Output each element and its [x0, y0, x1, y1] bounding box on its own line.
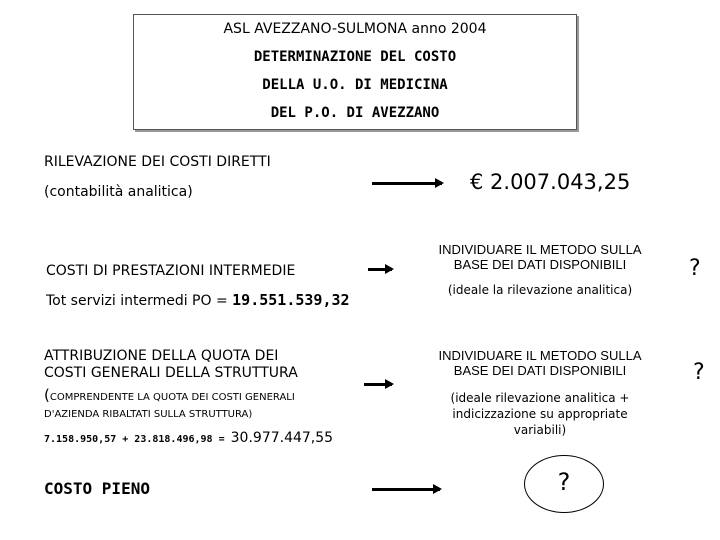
intermediate-method-line-1: INDIVIDUARE IL METODO SULLA — [438, 242, 642, 257]
header-line-3: DELLA U.O. DI MEDICINA — [262, 77, 448, 93]
arrow-direct-costs — [372, 182, 442, 185]
intermediate-question-mark: ? — [689, 256, 701, 281]
intermediate-title: COSTI DI PRESTAZIONI INTERMEDIE — [46, 263, 296, 279]
direct-costs-amount: € 2.007.043,25 — [470, 170, 631, 194]
general-formula-expression: 7.158.950,57 + 23.818.496,98 = — [44, 434, 231, 445]
full-cost-label: COSTO PIENO — [44, 479, 150, 498]
intermediate-total — [46, 291, 350, 309]
general-note-ideal — [410, 390, 670, 438]
full-cost-question-mark: ? — [557, 468, 571, 496]
general-note-line-3: variabili) — [513, 423, 567, 437]
general-title-line-2: COSTI GENERALI DELLA STRUTTURA — [44, 365, 298, 381]
general-note — [44, 386, 295, 423]
general-note-line-2: indicizzazione su appropriate — [452, 407, 628, 421]
general-method-line-1: INDIVIDUARE IL METODO SULLA — [438, 348, 642, 363]
arrow-full-cost — [372, 488, 440, 491]
intermediate-note: (ideale la rilevazione analitica) — [447, 283, 633, 297]
intermediate-method — [410, 242, 670, 272]
header-box — [133, 14, 577, 130]
general-question-mark: ? — [693, 360, 705, 385]
general-method-line-2: BASE DEI DATI DISPONIBILI — [453, 363, 627, 378]
direct-costs-subtitle: (contabilità analitica) — [44, 184, 193, 200]
general-title-line-1: ATTRIBUZIONE DELLA QUOTA DEI — [44, 348, 279, 364]
general-paren-open: ( — [44, 386, 50, 404]
general-method — [410, 348, 670, 378]
intermediate-total-value: 19.551.539,32 — [232, 291, 350, 309]
arrow-intermediate — [368, 268, 392, 271]
header-line-1: ASL AVEZZANO-SULMONA anno 2004 — [223, 21, 487, 37]
intermediate-method-line-2: BASE DEI DATI DISPONIBILI — [453, 257, 627, 272]
general-formula-result: 30.977.447,55 — [230, 430, 334, 446]
full-cost-circle — [524, 455, 604, 513]
general-formula — [44, 427, 333, 446]
general-paren-text-1: COMPRENDENTE LA QUOTA DEI COSTI GENERALI — [49, 392, 295, 403]
arrow-general — [364, 383, 392, 386]
general-paren-text-2: D'AZIENDA RIBALTATI SULLA STRUTTURA) — [44, 409, 253, 420]
header-line-4: DEL P.O. DI AVEZZANO — [270, 105, 440, 121]
intermediate-total-label: Tot servizi intermedi PO = — [46, 293, 233, 309]
header-line-2: DETERMINAZIONE DEL COSTO — [253, 49, 457, 65]
general-title — [44, 348, 298, 382]
general-note-line-1: (ideale rilevazione analitica + — [450, 391, 630, 405]
direct-costs-title: RILEVAZIONE DEI COSTI DIRETTI — [44, 154, 271, 170]
